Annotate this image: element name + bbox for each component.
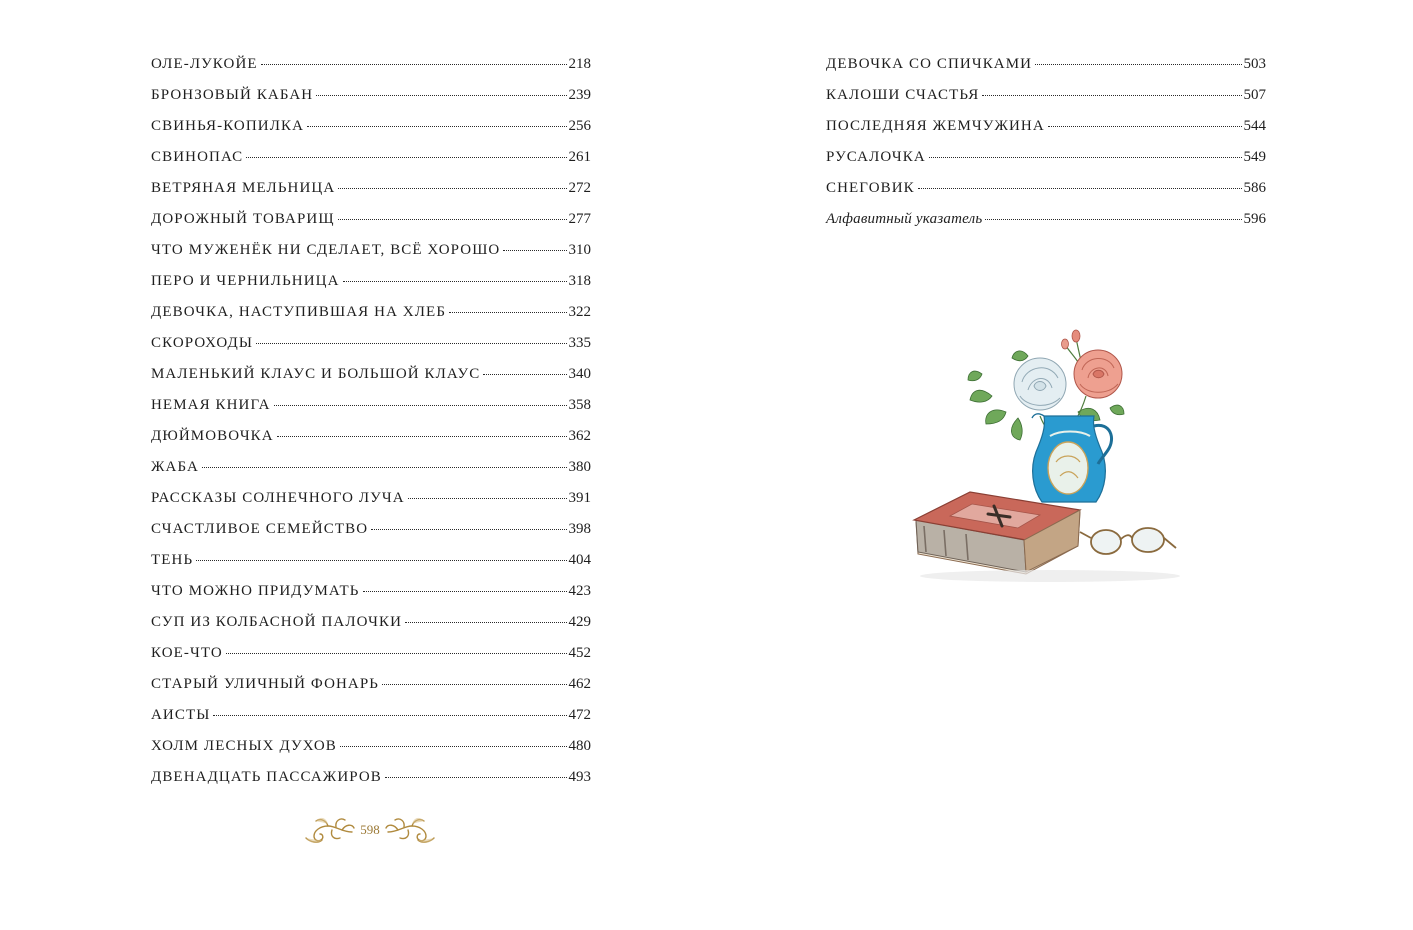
- toc-entry-title: НЕМАЯ КНИГА: [151, 397, 271, 413]
- toc-entry-page: 480: [568, 738, 591, 754]
- spectacles: [1080, 528, 1176, 554]
- toc-entry-page: 462: [568, 676, 591, 692]
- toc-leader-dots: [213, 715, 566, 716]
- toc-left-page: [151, 56, 591, 800]
- toc-leader-dots: [371, 529, 566, 530]
- page-number: 598: [360, 822, 380, 837]
- toc-entry-page: 272: [568, 180, 591, 196]
- toc-entry[interactable]: [151, 335, 591, 366]
- toc-entry-page: 380: [568, 459, 591, 475]
- toc-entry-page: 358: [568, 397, 591, 413]
- toc-entry[interactable]: [151, 583, 591, 614]
- toc-entry-title: ЖАБА: [151, 459, 199, 475]
- toc-leader-dots: [202, 467, 567, 468]
- toc-entry-title: ВЕТРЯНАЯ МЕЛЬНИЦА: [151, 180, 336, 196]
- toc-leader-dots: [1048, 126, 1242, 127]
- toc-entry-page: 335: [568, 335, 591, 351]
- toc-entry[interactable]: [151, 490, 591, 521]
- toc-entry[interactable]: [151, 56, 591, 87]
- toc-leader-dots: [261, 64, 567, 65]
- toc-entry[interactable]: [151, 676, 591, 707]
- toc-leader-dots: [982, 95, 1241, 96]
- toc-entry[interactable]: [151, 769, 591, 800]
- toc-leader-dots: [226, 653, 567, 654]
- toc-leader-dots: [338, 188, 566, 189]
- toc-entry[interactable]: [151, 211, 591, 242]
- toc-entry-title: ЧТО МОЖНО ПРИДУМАТЬ: [151, 583, 360, 599]
- toc-leader-dots: [307, 126, 566, 127]
- toc-entry[interactable]: [826, 149, 1266, 180]
- toc-entry-page: 322: [568, 304, 591, 320]
- toc-entry[interactable]: [151, 87, 591, 118]
- toc-leader-dots: [246, 157, 566, 158]
- toc-leader-dots: [985, 219, 1241, 220]
- toc-entry[interactable]: [826, 180, 1266, 211]
- toc-leader-dots: [1035, 64, 1241, 65]
- toc-entry-title: РУСАЛОЧКА: [826, 149, 926, 165]
- toc-entry-title: ТЕНЬ: [151, 552, 194, 568]
- toc-entry[interactable]: [151, 366, 591, 397]
- toc-entry-title: ПОСЛЕДНЯЯ ЖЕМЧУЖИНА: [826, 118, 1045, 134]
- toc-entry[interactable]: [151, 428, 591, 459]
- toc-entry-title: СКОРОХОДЫ: [151, 335, 254, 351]
- toc-entry-page: 544: [1243, 118, 1266, 134]
- toc-leader-dots: [343, 281, 567, 282]
- toc-leader-dots: [929, 157, 1242, 158]
- toc-leader-dots: [503, 250, 566, 251]
- white-rose: [1014, 358, 1066, 410]
- toc-entry[interactable]: [151, 459, 591, 490]
- toc-entry-title: СВИНОПАС: [151, 149, 244, 165]
- toc-entry-title: КАЛОШИ СЧАСТЬЯ: [826, 87, 980, 103]
- shadow: [920, 570, 1180, 582]
- toc-leader-dots: [449, 312, 566, 313]
- toc-leader-dots: [408, 498, 567, 499]
- folio: [302, 812, 438, 848]
- toc-entry-title: СВИНЬЯ-КОПИЛКА: [151, 118, 305, 134]
- book: [914, 492, 1080, 574]
- toc-leader-dots: [385, 777, 567, 778]
- toc-entry-page: 549: [1243, 149, 1266, 165]
- toc-leader-dots: [277, 436, 567, 437]
- toc-entry-page: 318: [568, 273, 591, 289]
- toc-entry-index[interactable]: [826, 211, 1266, 242]
- toc-entry-title: СЧАСТЛИВОЕ СЕМЕЙСТВО: [151, 521, 369, 537]
- toc-entry[interactable]: [151, 397, 591, 428]
- toc-entry-page: 503: [1243, 56, 1266, 72]
- toc-entry-page: 340: [568, 366, 591, 382]
- toc-leader-dots: [196, 560, 566, 561]
- toc-entry-page: 596: [1243, 211, 1266, 227]
- toc-entry[interactable]: [151, 521, 591, 552]
- toc-entry-page: 423: [568, 583, 591, 599]
- toc-entry-page: 398: [568, 521, 591, 537]
- toc-leader-dots: [338, 219, 567, 220]
- toc-leader-dots: [405, 622, 566, 623]
- toc-leader-dots: [340, 746, 567, 747]
- toc-entry-title: ДВЕНАДЦАТЬ ПАССАЖИРОВ: [151, 769, 382, 785]
- toc-entry[interactable]: [151, 242, 591, 273]
- toc-leader-dots: [274, 405, 567, 406]
- toc-entry-title: МАЛЕНЬКИЙ КЛАУС И БОЛЬШОЙ КЛАУС: [151, 366, 481, 382]
- toc-leader-dots: [918, 188, 1242, 189]
- toc-entry-title: БРОНЗОВЫЙ КАБАН: [151, 87, 314, 103]
- toc-right-page: [826, 56, 1266, 242]
- toc-entry-title: ДЕВОЧКА, НАСТУПИВШАЯ НА ХЛЕБ: [151, 304, 447, 320]
- toc-entry-page: 362: [568, 428, 591, 444]
- toc-entry-title: СНЕГОВИК: [826, 180, 915, 196]
- toc-entry[interactable]: [151, 738, 591, 769]
- toc-entry-title: ХОЛМ ЛЕСНЫХ ДУХОВ: [151, 738, 337, 754]
- toc-entry-title: ДЕВОЧКА СО СПИЧКАМИ: [826, 56, 1033, 72]
- toc-entry-title: КОЕ-ЧТО: [151, 645, 223, 661]
- toc-entry-title: ДЮЙМОВОЧКА: [151, 428, 274, 444]
- toc-entry-page: 218: [568, 56, 591, 72]
- toc-entry-page: 586: [1243, 180, 1266, 196]
- toc-entry-title: ЧТО МУЖЕНЁК НИ СДЕЛАЕТ, ВСЁ ХОРОШО: [151, 242, 501, 258]
- illustration-drawing: [910, 326, 1182, 588]
- toc-entry-page: 256: [568, 118, 591, 134]
- toc-entry-title: СУП ИЗ КОЛБАСНОЙ ПАЛОЧКИ: [151, 614, 403, 630]
- toc-entry-title: ОЛЕ-ЛУКОЙЕ: [151, 56, 258, 72]
- pink-rose: [1074, 350, 1122, 398]
- toc-entry-title: Алфавитный указатель: [826, 211, 983, 227]
- toc-entry-page: 391: [568, 490, 591, 506]
- toc-entry[interactable]: [151, 118, 591, 149]
- toc-entry-title: РАССКАЗЫ СОЛНЕЧНОГО ЛУЧА: [151, 490, 405, 506]
- toc-entry[interactable]: [151, 273, 591, 304]
- toc-leader-dots: [363, 591, 567, 592]
- toc-entry-title: СТАРЫЙ УЛИЧНЫЙ ФОНАРЬ: [151, 676, 380, 692]
- toc-entry[interactable]: [151, 645, 591, 676]
- toc-leader-dots: [316, 95, 566, 96]
- toc-entry-page: 429: [568, 614, 591, 630]
- toc-entry[interactable]: [826, 118, 1266, 149]
- toc-entry-title: ПЕРО И ЧЕРНИЛЬНИЦА: [151, 273, 340, 289]
- toc-entry-page: 452: [568, 645, 591, 661]
- toc-entry[interactable]: [151, 304, 591, 335]
- toc-leader-dots: [382, 684, 566, 685]
- toc-entry-page: 404: [568, 552, 591, 568]
- toc-entry-title: ДОРОЖНЫЙ ТОВАРИЩ: [151, 211, 335, 227]
- toc-leader-dots: [256, 343, 566, 344]
- toc-entry-page: 261: [568, 149, 591, 165]
- toc-entry[interactable]: [151, 614, 591, 645]
- toc-entry[interactable]: [151, 149, 591, 180]
- toc-entry[interactable]: [151, 180, 591, 211]
- toc-entry-page: 472: [568, 707, 591, 723]
- toc-entry[interactable]: [151, 552, 591, 583]
- toc-entry[interactable]: [151, 707, 591, 738]
- blue-pitcher: [1032, 414, 1112, 502]
- toc-entry-page: 239: [568, 87, 591, 103]
- toc-entry[interactable]: [826, 56, 1266, 87]
- toc-entry[interactable]: [826, 87, 1266, 118]
- toc-entry-title: АИСТЫ: [151, 707, 211, 723]
- vase-with-roses-book-and-spectacles-illustration: [910, 326, 1182, 588]
- toc-entry-page: 493: [568, 769, 591, 785]
- toc-entry-page: 507: [1243, 87, 1266, 103]
- toc-entry-page: 310: [568, 242, 591, 258]
- toc-entry-page: 277: [568, 211, 591, 227]
- toc-leader-dots: [483, 374, 566, 375]
